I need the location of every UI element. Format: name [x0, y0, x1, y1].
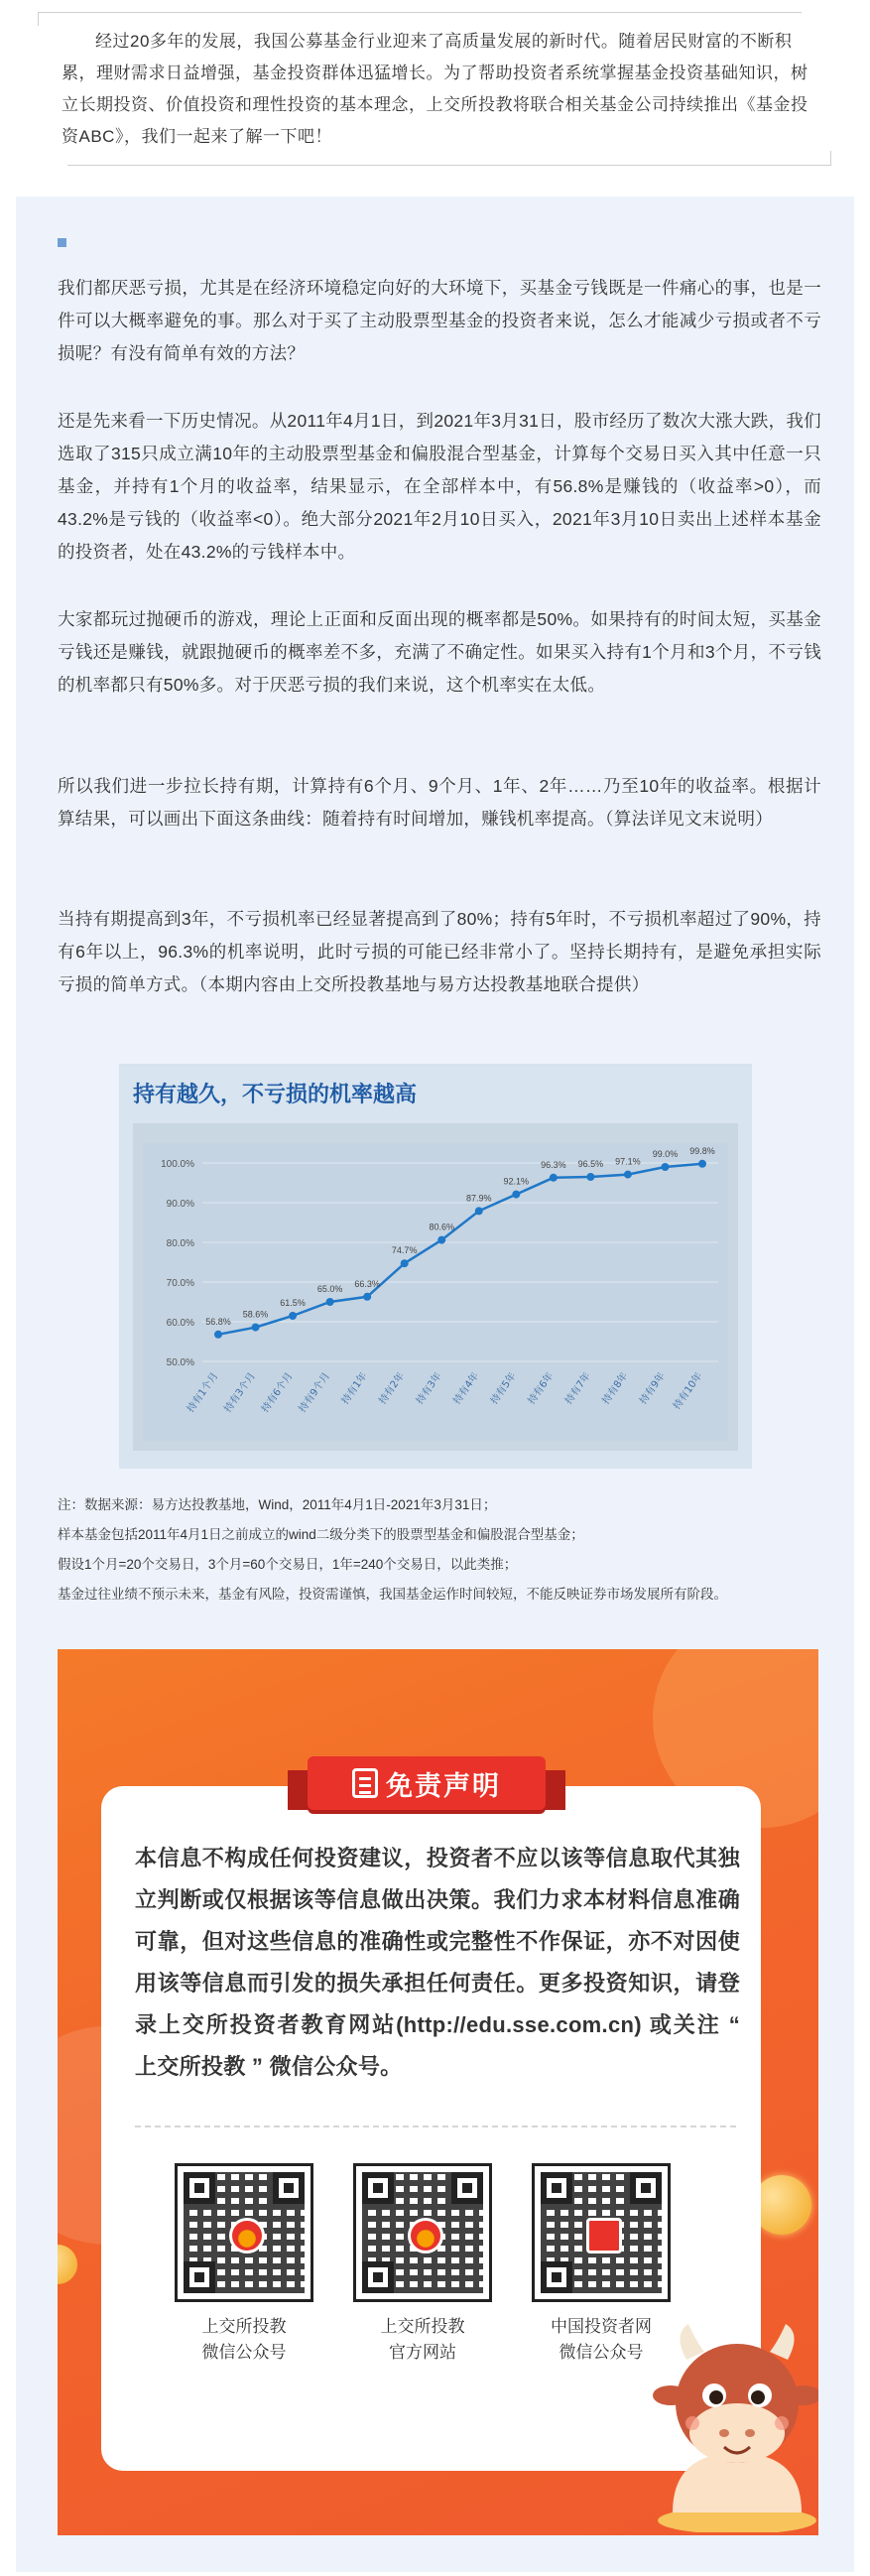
intro-top-border: [38, 12, 802, 13]
note-line: 基金过往业绩不预示未来，基金有风险，投资需谨慎，我国基金运作时间较短，不能反映证券市场发展所有阶段。: [58, 1587, 727, 1602]
chart-plot-area: [133, 1123, 738, 1451]
article-paragraph: 我们都厌恶亏损，尤其是在经济环境稳定向好的大环境下，买基金亏钱既是一件痛心的事，也是一件可以大概率避免的事。那么对于买了主动股票型基金的投资者来说，怎么才能减少亏损或者不亏损呢？有没有简单有效的方法？: [58, 278, 821, 363]
data-point: [475, 1207, 483, 1215]
qr-caption: [333, 2314, 512, 2366]
data-label: 87.9%: [466, 1193, 492, 1204]
disclaimer-banner-label: [308, 1756, 546, 1810]
y-tick-label: 100.0%: [161, 1159, 194, 1170]
note-line: 样本基金包括2011年4月1日之前成立的wind二级分类下的股票型基金和偏股混合型基金；: [58, 1527, 584, 1542]
data-point: [698, 1160, 706, 1168]
data-point: [586, 1173, 594, 1181]
coin-icon: [752, 2175, 811, 2235]
intro-text: 经过20多年的发展，我国公募基金行业迎来了高质量发展的新时代。随着居民财富的不断积累，理财需求日益增强，基金投资群体迅猛增长。为了帮助投资者系统掌握基金投资基础知识，树立长期投资、价值投资和理性投资的基本理念，上交所投教将联合相关基金公司持续推出《基金投资ABC》，我们一起来了解一下吧！: [62, 32, 808, 146]
article-panel: [16, 196, 854, 2572]
data-point: [252, 1324, 260, 1332]
y-tick-label: 50.0%: [166, 1357, 194, 1368]
article-paragraph: 当持有期提高到3年，不亏损机率已经显著提高到了80%；持有5年时，不亏损机率超过了90%，持有6年以上，96.3%的机率说明，此时亏损的可能已经非常小了。坚持长期持有，是避免承担实际亏损的简单方式。（本期内容由上交所投教基地与易方达投教基地联合提供）: [58, 909, 821, 994]
article-paragraph: 大家都玩过抛硬币的游戏，理论上正面和反面出现的概率都是50%。如果持有的时间太短，买基金亏钱还是赚钱，就跟抛硬币的概率差不多，充满了不确定性。如果买入持有1个月和3个月，不亏钱的机率都只有50%多。对于厌恶亏损的我们来说，这个机率实在太低。: [58, 609, 821, 695]
disclaimer-text: 本信息不构成任何投资建议，投资者不应以该等信息取代其独立判断或仅根据该等信息做出决策。我们力求本材料信息准确可靠，但对这些信息的准确性或完整性不作保证，亦不对因使用该等信息而引发的损失承担任何责任。更多投资知识，请登录上交所投资者教育网站(http://edu.sse.com.cn) 或关注 “ 上交所投教 ” 微信公众号。: [135, 1846, 740, 2079]
qr-caption: [155, 2314, 333, 2366]
data-label: 58.6%: [242, 1309, 269, 1320]
x-tick-label: 持有6个月: [259, 1370, 296, 1415]
qr-code-sse-wechat[interactable]: [175, 2163, 313, 2302]
data-point: [326, 1298, 334, 1306]
chart-title: 持有越久，不亏损的机率越高: [133, 1082, 418, 1106]
data-point: [401, 1259, 409, 1267]
data-label: 65.0%: [316, 1284, 343, 1294]
data-label: 96.3%: [541, 1159, 566, 1170]
x-tick-label: 持有3年: [414, 1370, 444, 1407]
qr-finder: [541, 2172, 572, 2204]
holding-period-chart: [119, 1064, 752, 1469]
qr-caption-line: 微信公众号: [559, 2343, 644, 2362]
intro-block: [38, 6, 831, 177]
x-tick-label: 持有1个月: [185, 1370, 221, 1415]
cow-mascot-icon: [653, 2284, 818, 2532]
section-marker-icon: [58, 238, 66, 247]
document-icon: [352, 1768, 378, 1798]
sse-logo-icon: [408, 2218, 443, 2254]
qr-code-sse-website[interactable]: [353, 2163, 492, 2302]
article-paragraph: 还是先来看一下历史情况。从2011年4月1日，到2021年3月31日，股市经历了数次大涨大跌，我们选取了315只成立满10年的主动股票型基金和偏股混合型基金，计算每个交易日买入其中任意一只基金，并持有1个月的收益率，结果显示，在全部样本中，有56.8%是赚钱的（收益率>0），而43.2%是亏钱的（收益率<0）。绝大部分2021年2月10日买入，2021年3月10日卖出上述样本基金的投资者，处在43.2%的亏钱样本中。: [58, 411, 821, 562]
qr-caption-line: 官方网站: [389, 2343, 456, 2362]
qr-code-investor-net[interactable]: [532, 2163, 671, 2302]
sse-logo-icon: [229, 2218, 265, 2254]
data-label: 56.8%: [205, 1316, 231, 1327]
data-point: [550, 1174, 558, 1182]
qr-finder: [451, 2172, 483, 2204]
disclaimer-banner-text: 免责声明: [386, 1770, 501, 1801]
data-point: [437, 1236, 445, 1244]
qr-caption-line: 中国投资者网: [551, 2317, 652, 2336]
data-label: 96.5%: [577, 1159, 604, 1169]
qr-finder: [630, 2172, 662, 2204]
qr-finder: [362, 2261, 394, 2293]
y-tick-label: 60.0%: [166, 1318, 194, 1329]
y-tick-label: 90.0%: [166, 1199, 194, 1210]
note-line: 注：数据来源：易方达投教基地，Wind，2011年4月1日-2021年3月31日；: [58, 1497, 497, 1512]
qr-caption-line: 上交所投教: [201, 2317, 287, 2336]
data-point: [289, 1312, 297, 1320]
dashed-divider: [135, 2125, 736, 2127]
qr-finder: [184, 2172, 215, 2204]
intro-corner-right: [830, 151, 831, 166]
x-tick-label: 持有10年: [671, 1370, 705, 1412]
data-label: 99.0%: [652, 1149, 679, 1159]
coin-icon: [58, 2245, 77, 2284]
y-tick-label: 80.0%: [166, 1238, 194, 1249]
article-paragraph: 所以我们进一步拉长持有期，计算持有6个月、9个月、1年、2年……乃至10年的收益率。根据计算结果，可以画出下面这条曲线：随着持有时间增加，赚钱机率提高。（算法详见文末说明）: [58, 776, 821, 829]
x-tick-label: 持有9年: [638, 1370, 668, 1407]
x-tick-label: 持有5年: [488, 1370, 519, 1407]
chart-svg: [133, 1123, 738, 1451]
data-label: 80.6%: [429, 1222, 454, 1232]
qr-finder: [541, 2261, 572, 2293]
data-label: 92.1%: [503, 1176, 530, 1187]
intro-bottom-border: [67, 165, 831, 166]
data-label: 99.8%: [689, 1145, 715, 1156]
data-point: [661, 1163, 669, 1171]
chart-notes: [58, 1490, 831, 1610]
x-tick-label: 持有3个月: [222, 1370, 258, 1415]
qr-finder: [184, 2261, 215, 2293]
y-tick-label: 70.0%: [166, 1278, 194, 1289]
investor-net-logo-icon: [586, 2218, 622, 2254]
data-label: 74.7%: [391, 1245, 418, 1256]
x-tick-label: 持有9个月: [297, 1370, 333, 1415]
qr-caption-line: 上交所投教: [380, 2317, 465, 2336]
data-label: 61.5%: [280, 1298, 306, 1308]
disclaimer-poster: [58, 1649, 818, 2535]
x-tick-label: 持有6年: [526, 1370, 557, 1407]
intro-corner-left: [38, 12, 39, 26]
x-tick-label: 持有7年: [562, 1370, 593, 1407]
x-tick-label: 持有1年: [339, 1370, 370, 1407]
data-point: [624, 1171, 632, 1179]
note-line: 假设1个月=20个交易日，3个月=60个交易日，1年=240个交易日，以此类推；: [58, 1557, 518, 1572]
data-point: [214, 1331, 222, 1339]
data-label: 66.3%: [354, 1278, 380, 1289]
qr-finder: [273, 2172, 305, 2204]
data-label: 97.1%: [615, 1156, 641, 1167]
qr-caption-line: 微信公众号: [201, 2343, 287, 2362]
x-tick-label: 持有4年: [451, 1370, 482, 1407]
x-tick-label: 持有2年: [377, 1370, 408, 1407]
qr-finder: [362, 2172, 394, 2204]
data-point: [512, 1191, 520, 1199]
x-tick-label: 持有8年: [600, 1370, 631, 1407]
data-point: [363, 1293, 371, 1301]
